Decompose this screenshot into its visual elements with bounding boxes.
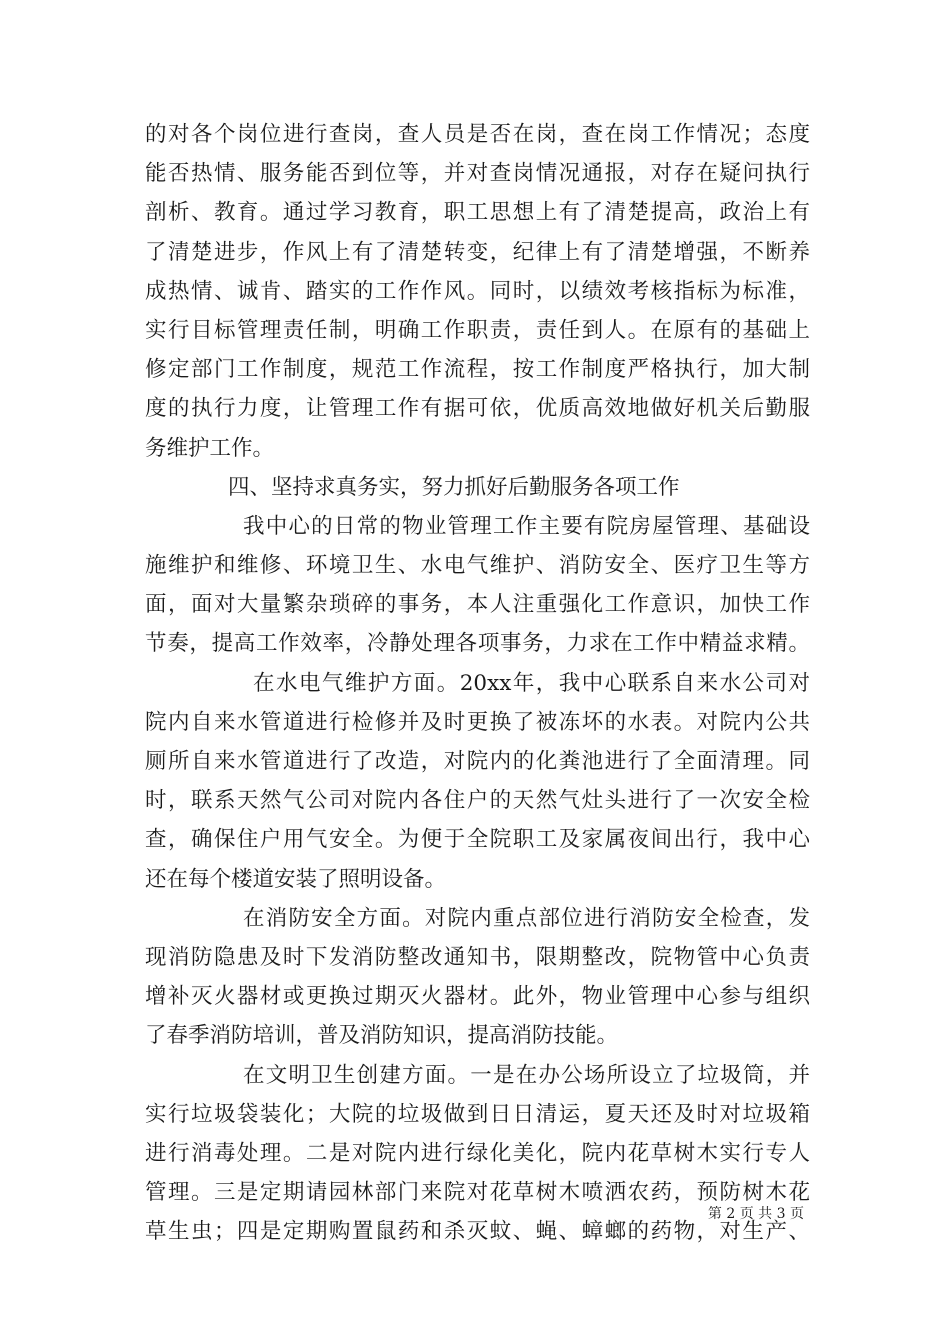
section-heading: 四、坚持求真务实，努力抓好后勤服务各项工作 (228, 474, 680, 500)
text-line: 施维护和维修、环境卫生、水电气维护、消防安全、医疗卫生等方 (145, 553, 810, 579)
text-line: 增补灭火器材或更换过期灭火器材。此外，物业管理中心参与组织 (145, 984, 810, 1010)
text-line: 厕所自来水管道进行了改造，对院内的化粪池进行了全面清理。同 (145, 749, 810, 774)
text-line: 院内自来水管道进行检修并及时更换了被冻坏的水表。对院内公共 (145, 709, 810, 735)
text-line: 务维护工作。 (145, 435, 275, 461)
text-line: 修定部门工作制度，规范工作流程，按工作制度严格执行，加大制 (145, 357, 810, 383)
text-line: 度的执行力度，让管理工作有据可依，优质高效地做好机关后勤服 (145, 396, 810, 422)
text-line: 实行垃圾袋装化；大院的垃圾做到日日清运，夏天还及时对垃圾箱 (145, 1101, 810, 1127)
text-line: 时，联系天然气公司对院内各住户的天然气灶头进行了一次安全检 (145, 788, 810, 814)
text-line: 了春季消防培训，普及消防知识，提高消防技能。 (145, 1023, 619, 1049)
text-line: 能否热情、服务能否到位等，并对查岗情况通报，对存在疑问执行 (145, 161, 810, 187)
text-line: 了清楚进步，作风上有了清楚转变，纪律上有了清楚增强，不断养 (145, 239, 810, 265)
text-line: 节奏，提高工作效率，冷静处理各项事务，力求在工作中精益求精。 (145, 631, 810, 657)
text-line: 现消防隐患及时下发消防整改通知书，限期整改，院物管中心负责 (145, 944, 810, 970)
text-line: 还在每个楼道安装了照明设备。 (145, 866, 447, 892)
text-line: 在消防安全方面。对院内重点部位进行消防安全检查，发 (243, 905, 810, 931)
document-body (145, 115, 810, 1251)
text-line: 成热情、诚肯、踏实的工作作风。同时，以绩效考核指标为标准， (145, 278, 810, 304)
text-line: 管理。三是定期请园林部门来院对花草树木喷洒农药，预防树木花 (145, 1180, 810, 1206)
text-line: 面，面对大量繁杂琐碎的事务，本人注重强化工作意识，加快工作 (145, 592, 810, 618)
text-line: 查，确保住户用气安全。为便于全院职工及家属夜间出行，我中心 (145, 827, 810, 853)
page-number: 第 2 页 共 3 页 (707, 1206, 804, 1222)
text-line: 实行目标管理责任制，明确工作职责，责任到人。在原有的基础上 (145, 317, 810, 343)
text-line: 在水电气维护方面。20xx年，我中心联系自来水公司对 (253, 670, 810, 696)
text-line: 我中心的日常的物业管理工作主要有院房屋管理、基础设 (243, 513, 810, 539)
text-line: 草生虫；四是定期购置鼠药和杀灭蚊、蝇、蟑螂的药物，对生产、 (145, 1219, 810, 1245)
text-line: 进行消毒处理。二是对院内进行绿化美化，院内花草树木实行专人 (145, 1140, 810, 1166)
text-line: 的对各个岗位进行查岗，查人员是否在岗，查在岗工作情况；态度 (145, 122, 810, 147)
text-line: 剖析、教育。通过学习教育，职工思想上有了清楚提高，政治上有 (145, 200, 810, 226)
text-line: 在文明卫生创建方面。一是在办公场所设立了垃圾筒，并 (243, 1062, 810, 1088)
